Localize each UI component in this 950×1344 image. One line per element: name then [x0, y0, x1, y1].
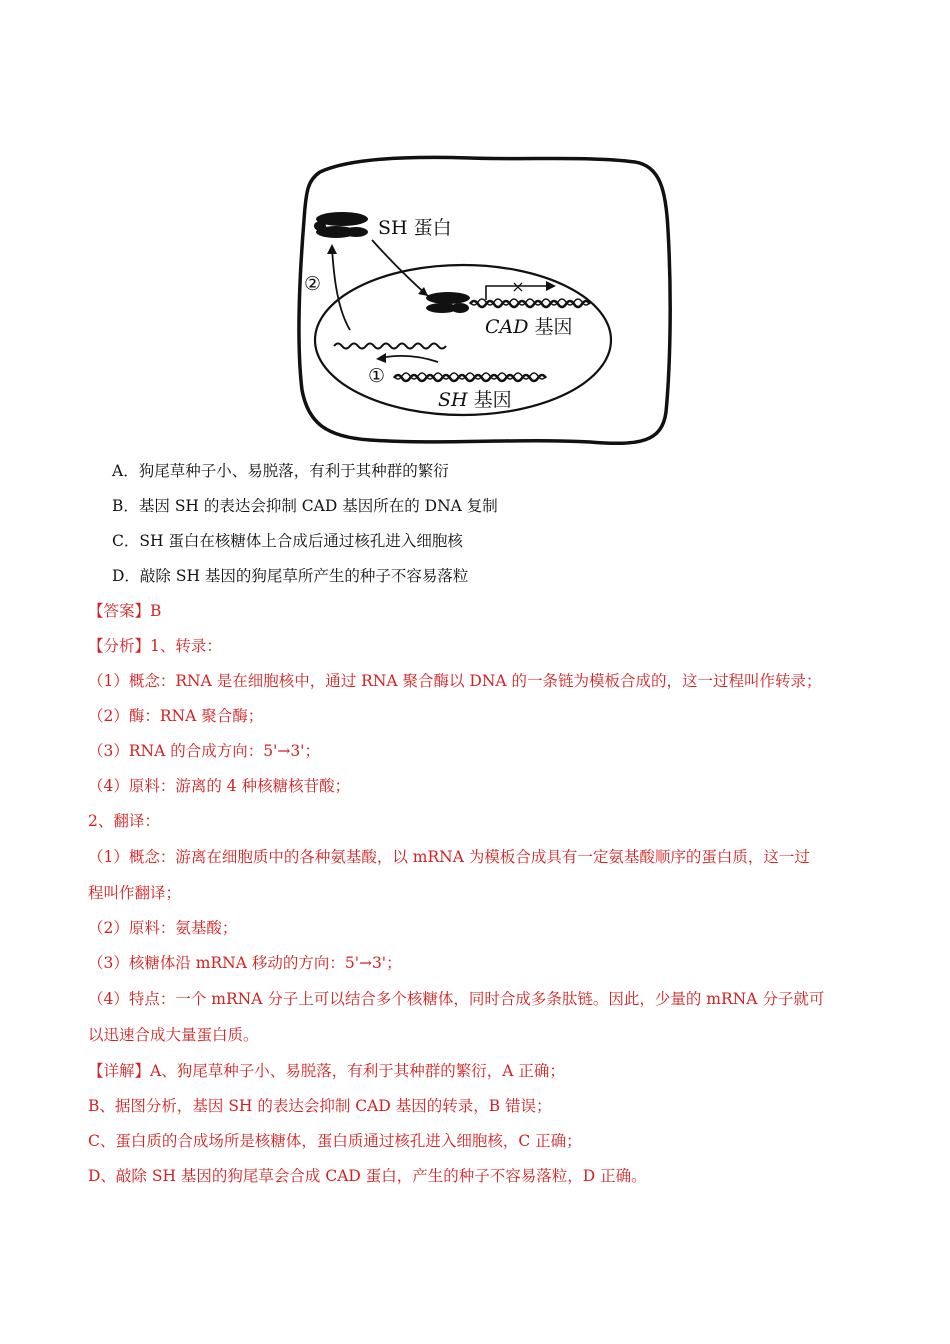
- step2-marker: ②: [304, 273, 322, 295]
- option-c: C．SH 蛋白在核糖体上合成后通过核孔进入细胞核: [112, 532, 463, 550]
- analysis-line: 【分析】1、转录：: [88, 637, 222, 655]
- block-mark: ×: [511, 277, 525, 296]
- analysis-line: （1）概念：RNA 是在细胞核中，通过 RNA 聚合酶以 DNA 的一条链为模板合成的，这一过程叫作转录；: [88, 672, 822, 690]
- answer-line: 【答案】B: [88, 602, 162, 620]
- analysis-line: （3）RNA 的合成方向：5'→3'；: [88, 742, 320, 760]
- option-a: A．狗尾草种子小、易脱落，有利于其种群的繁衍: [112, 462, 449, 480]
- option-d: D．敲除 SH 基因的狗尾草所产生的种子不容易落粒: [112, 567, 469, 585]
- arrow-step1: [380, 356, 438, 362]
- analysis-line: 程叫作翻译；: [88, 884, 182, 902]
- sh-protein-icon: [314, 212, 368, 238]
- analysis-line: 以迅速合成大量蛋白质。: [88, 1026, 259, 1044]
- detail-line: B、据图分析，基因 SH 的表达会抑制 CAD 基因的转录，B 错误；: [88, 1097, 552, 1115]
- sh-protein-label: SH 蛋白: [378, 217, 452, 239]
- cell-diagram: [290, 150, 680, 450]
- sh-gene-label: SH 基因: [438, 389, 512, 411]
- mrna-strand: [334, 344, 446, 349]
- analysis-line: （4）特点：一个 mRNA 分子上可以结合多个核糖体，同时合成多条肽链。因此，少量的 mRNA 分子就可: [88, 990, 825, 1008]
- detail-line: 【详解】A、狗尾草种子小、易脱落，有利于其种群的繁衍，A 正确；: [88, 1062, 565, 1080]
- cell-diagram-figure: [290, 150, 680, 450]
- analysis-line: （3）核糖体沿 mRNA 移动的方向：5'→3'；: [88, 954, 402, 972]
- step1-marker: ①: [368, 365, 386, 387]
- analysis-line: （4）原料：游离的 4 种核糖核苷酸；: [88, 777, 351, 795]
- analysis-line: （2）酶：RNA 聚合酶；: [88, 707, 264, 725]
- cad-gene-label: CAD 基因: [485, 316, 573, 338]
- analysis-line: （2）原料：氨基酸；: [88, 919, 238, 937]
- bound-protein-icon: [426, 292, 470, 313]
- option-b: B．基因 SH 的表达会抑制 CAD 基因所在的 DNA 复制: [112, 497, 498, 515]
- analysis-line: 2、翻译：: [88, 812, 160, 830]
- arrow-step2: [332, 248, 350, 330]
- detail-line: C、蛋白质的合成场所是核糖体，蛋白质通过核孔进入细胞核，C 正确；: [88, 1132, 582, 1150]
- analysis-line: （1）概念：游离在细胞质中的各种氨基酸，以 mRNA 为模板合成具有一定氨基酸顺序的蛋白质，这一过: [88, 848, 810, 866]
- detail-line: D、敲除 SH 基因的狗尾草会合成 CAD 蛋白，产生的种子不容易落粒，D 正确。: [88, 1167, 647, 1185]
